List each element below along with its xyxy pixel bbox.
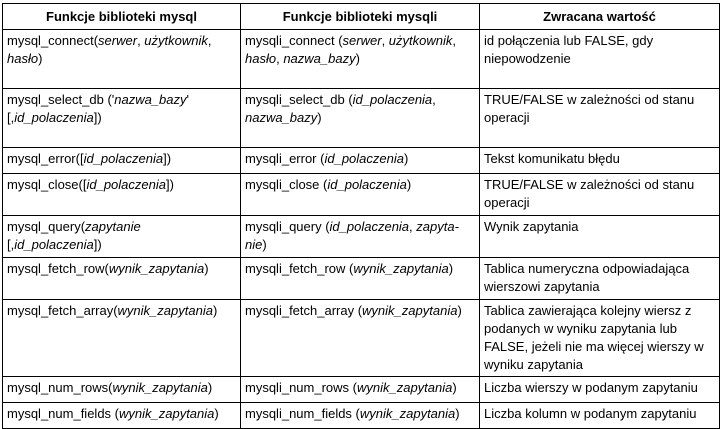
cell-mysql <box>3 30 241 89</box>
function-text: ) <box>214 406 219 421</box>
param-text: nazwa_bazy <box>283 51 356 66</box>
cell-return: Tablica numeryczna odpowiadająca wierszowi zapytania <box>480 258 720 300</box>
table-row <box>3 403 720 429</box>
cell-mysqli <box>241 403 480 429</box>
function-text: mysql_num_fields ( <box>7 406 119 421</box>
cell-mysqli <box>241 89 480 148</box>
param-text: serwer <box>98 33 138 48</box>
table-container <box>2 3 719 429</box>
function-text: mysql_connect( <box>7 33 99 48</box>
function-text: mysql_fetch_array( <box>7 303 118 318</box>
cell-mysql <box>3 148 241 174</box>
cell-return: Wynik zapytania <box>480 216 720 258</box>
param-text: użytkownik <box>144 33 208 48</box>
function-text: ]) <box>93 237 102 252</box>
function-text: mysqli_select_db ( <box>245 92 353 107</box>
param-text: zapyta-nie <box>245 219 459 252</box>
param-text: wynik_zapytania <box>356 380 453 395</box>
cell-mysqli <box>241 148 480 174</box>
cell-return: Liczba kolumn w podanym zapytaniu <box>480 403 720 429</box>
function-text: ) <box>455 406 460 421</box>
cell-mysql <box>3 300 241 377</box>
function-text: mysqli_num_fields ( <box>245 406 360 421</box>
cell-return: TRUE/FALSE w zależności od stanu operacji <box>480 89 720 148</box>
param-text: hasło <box>245 51 277 66</box>
function-text: ) <box>204 261 209 276</box>
param-text: id_polaczenia <box>329 219 410 234</box>
table-row <box>3 174 720 216</box>
function-text: ) <box>452 380 457 395</box>
param-text: wynik_zapytania <box>117 303 213 318</box>
param-text: hasło <box>7 51 39 66</box>
cell-mysqli <box>241 30 480 89</box>
param-text: id_polaczenia <box>83 151 164 166</box>
function-text: ) <box>212 303 218 318</box>
function-text: , <box>409 219 417 234</box>
cell-return: Tablica zawierająca kolejny wiersz z podanych w wyniku zapytania lub FALSE, jeżeli nie ma więcej wierszy w wyniku zapytania <box>480 300 720 377</box>
function-text: mysql_error([ <box>7 151 84 166</box>
param-text: id_polaczenia <box>14 237 94 252</box>
function-text: mysqli_query ( <box>245 219 330 234</box>
function-text: ) <box>207 380 213 395</box>
function-text: , <box>452 33 456 48</box>
cell-mysqli <box>241 377 480 403</box>
param-text: nazwa_bazy <box>245 110 318 125</box>
cell-mysql <box>3 403 241 429</box>
function-text: ) <box>406 177 412 192</box>
function-text: ) <box>448 261 454 276</box>
cell-mysqli <box>241 174 480 216</box>
param-text: wynik_zapytania <box>362 303 458 318</box>
header-mysqli: Funkcje biblioteki mysqli <box>241 4 480 30</box>
function-text: [, <box>7 237 15 252</box>
function-text: mysql_close([ <box>7 177 87 192</box>
param-text: wynik_zapytania <box>119 406 215 421</box>
function-text: ' [, <box>7 92 190 125</box>
function-text: , <box>207 33 212 48</box>
param-text: id_polaczenia <box>327 177 407 192</box>
function-text: mysqli_num_rows ( <box>245 380 357 395</box>
table-row <box>3 300 720 377</box>
function-text: ]) <box>163 151 172 166</box>
function-text: mysql_num_rows( <box>7 380 113 395</box>
functions-table <box>2 3 720 429</box>
cell-mysql <box>3 174 241 216</box>
cell-mysql <box>3 89 241 148</box>
param-text: id_polaczenia <box>14 110 94 125</box>
param-text: użytkownik <box>388 33 453 48</box>
function-text: ) <box>355 51 360 66</box>
function-text: mysqli_fetch_row ( <box>245 261 354 276</box>
function-text: ) <box>38 51 43 66</box>
function-text: , <box>276 51 284 66</box>
function-text: ) <box>403 151 409 166</box>
cell-return: Liczba wierszy w podanym zapytaniu <box>480 377 720 403</box>
cell-return: id połączenia lub FALSE, gdy niepowodzenie <box>480 30 720 89</box>
param-text: id_polaczenia <box>324 151 404 166</box>
table-body <box>3 30 720 429</box>
table-row <box>3 148 720 174</box>
cell-mysql <box>3 377 241 403</box>
function-text: , <box>137 33 145 48</box>
header-return-value: Zwracana wartość <box>480 4 720 30</box>
param-text: serwer <box>342 33 382 48</box>
param-text: id_polaczenia <box>352 92 433 107</box>
function-text: mysqli_close ( <box>245 177 328 192</box>
header-row <box>3 4 720 30</box>
function-text: , <box>432 92 436 107</box>
cell-return: Tekst komunikatu błędu <box>480 148 720 174</box>
function-text: mysqli_error ( <box>245 151 325 166</box>
param-text: nazwa_bazy <box>114 92 187 107</box>
function-text: mysql_query( <box>7 219 86 234</box>
header-mysql: Funkcje biblioteki mysql <box>3 4 241 30</box>
cell-mysql <box>3 258 241 300</box>
function-text: ) <box>317 110 322 125</box>
table-row <box>3 258 720 300</box>
function-text: ]) <box>93 110 102 125</box>
cell-mysqli <box>241 300 480 377</box>
param-text: wynik_zapytania <box>353 261 449 276</box>
table-row <box>3 30 720 89</box>
function-text: ) <box>457 303 462 318</box>
cell-mysql <box>3 216 241 258</box>
function-text: ) <box>262 237 267 252</box>
function-text: ]) <box>165 177 174 192</box>
param-text: wynik_zapytania <box>108 261 205 276</box>
param-text: wynik_zapytania <box>112 380 208 395</box>
table-row <box>3 216 720 258</box>
cell-return: TRUE/FALSE w zależności od stanu operacji <box>480 174 720 216</box>
table-row <box>3 89 720 148</box>
function-text: mysqli_fetch_array ( <box>245 303 363 318</box>
param-text: id_polaczenia <box>86 177 166 192</box>
function-text: mysql_select_db (' <box>7 92 115 107</box>
table-row <box>3 377 720 403</box>
function-text: , <box>381 33 389 48</box>
function-text: mysql_fetch_row( <box>7 261 109 276</box>
function-text: mysqli_connect ( <box>245 33 343 48</box>
cell-mysqli <box>241 216 480 258</box>
cell-mysqli <box>241 258 480 300</box>
param-text: zapytanie <box>85 219 141 234</box>
param-text: wynik_zapytania <box>359 406 456 421</box>
